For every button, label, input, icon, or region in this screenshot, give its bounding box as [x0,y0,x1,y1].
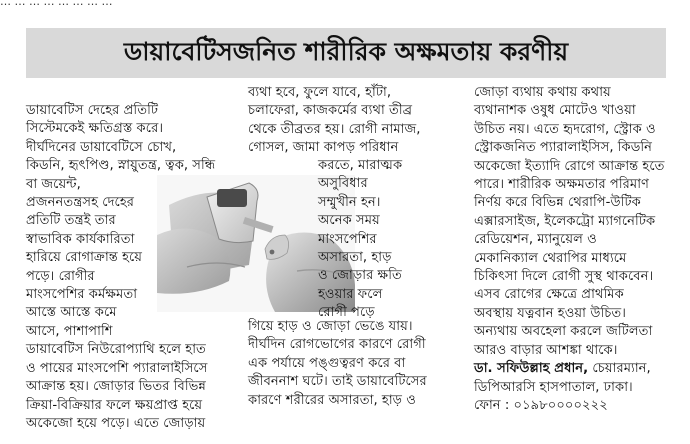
article-column-2-bottom [248,318,464,410]
text-line: অসারতা, হাড় [318,250,392,266]
text-line: এসব রোগের ক্ষেত্রে প্রাথমিক [474,287,624,303]
text-line: রেডিয়েশন, ম্যানুয়েল ও [474,232,597,248]
text-line: জোড়া ব্যথায় কথায় কথায় [474,85,611,100]
text-line: আক্রান্ত হয়। জোড়ার ভিতর বিভিন্ন [26,379,206,395]
text-line: হওয়ার ফলে [318,286,383,302]
article-column-2-wrap [318,157,468,323]
headline-banner [26,28,666,78]
text-line: নির্ণয় করে বিভিন্ন থেরাপি-উটিক [474,195,641,211]
text-line: গিয়ে হাড় ও জোড়া ভেঙে যায়। [248,319,413,334]
article-column-3 [474,84,688,415]
text-line: পড়ে। রোগীর [26,268,95,284]
text-line: মেকানিক্যাল থেরাপির মাধ্যমে [474,250,627,266]
text-line: হারিয়ে রোগাক্রান্ত হয়ে [26,250,143,266]
text-line: সম্মুখীন হন। [318,194,381,210]
text-line: বা জয়েন্ট, [26,176,81,192]
text-line: স্ট্রোকজনিত প্যারালাইসিস, কিডনি [474,140,653,156]
text-line: দীর্ঘদিন রোগভোগের কারণে রোগী [248,337,426,353]
text-line: কারণে শরীরের অসারতা, হাড় ও [248,392,416,408]
text-line: সিস্টেমকেই ক্ষতিগ্রস্ত করে। [26,121,164,137]
text-line: ডায়াবেটিস নিউরোপ্যাথি হলে হাত [26,342,206,358]
text-line: কিডনি, হৃৎপিণ্ড, স্নায়ুতন্ত্র, ত্বক, সন্ধি [26,158,216,174]
text-line: গোসল, জামা কাপড় পরিধান [248,140,399,156]
text-line: রোগী পড়ে [318,305,375,321]
text-line: অকেজো ইত্যাদি রোগে আক্রান্ত হতে [474,158,665,174]
text-line: থেকে তীব্রতর হয়। রোগী নামাজ, [248,121,421,137]
author-role: চেয়ারম্যান, [588,361,651,377]
text-line: অন্যথায় অবহেলা করলে জটিলতা [474,324,653,340]
text-line: পারে। শারীরিক অক্ষমতার পরিমাণ [474,177,650,193]
text-line: ও পায়ের মাংসপেশি প্যারালাইসিসে [26,360,208,376]
article-headline: ডায়াবেটিসজনিত শারীরিক অক্ষমতায় করণীয় [123,36,569,66]
text-line: চলাফেরা, কাজকর্মের ব্যথা তীব্র [248,103,413,119]
text-line: ব্যথা হবে, ফুলে যাবে, হাঁটা, [248,85,392,100]
author-name: ডা. সফিউল্লাহ প্রধান, [474,361,589,377]
text-line: করতে, মারাত্মক [318,158,403,173]
text-line: ব্যথানাশক ওষুধ মোটেও খাওয়া [474,103,636,119]
text-line: জীবননাশ ঘটে। তাই ডায়াবেটিসের [248,374,427,390]
text-line: দীর্ঘদিনের ডায়াবেটিসে চোখ, [26,139,177,155]
author-organization: ডিপিআরসি হাসপাতাল, ঢাকা। [474,379,633,395]
text-line: অবস্থায় যত্নবান হওয়া উচিত। [474,305,626,321]
text-line: মাংসপেশির কর্মক্ষমতা [26,287,138,303]
text-line: মাংসপেশির [318,231,377,247]
text-line: অনেক সময় [318,213,380,229]
text-line: এক্সারসাইজ, ইলেকট্রো ম্যাগনেটিক [474,213,656,229]
author-byline [474,360,688,378]
author-phone: ফোন : ০১৯৮০০০০২২২ [474,397,608,413]
article-column-2-top [248,84,464,158]
text-line: আরও বাড়ার আশঙ্কা থাকে। [474,342,618,358]
text-line: ও জোড়ার ক্ষতি [318,268,402,284]
text-line: ডায়াবেটিস দেহের প্রতিটি [26,103,159,118]
text-line: চিকিৎসা দিলে রোগী সুস্থ থাকবেন। [474,269,654,285]
text-line: প্রতিটি তন্ত্রই তার [26,213,116,229]
text-line: অসুবিধার [318,176,368,192]
text-line: এক পর্যায়ে পঙ্গুত্বরণ করে বা [248,355,406,371]
text-line: অকেজো হয়ে পড়ে। এতে জোড়ায় [26,415,206,431]
text-line: প্রজননতন্ত্রসহ দেহের [26,195,135,211]
text-line: আস্তে আস্তে কমে [26,305,117,321]
text-line: আসে, পাশাপাশি [26,323,113,339]
previous-article-strip: … … … … … … … … [0,0,113,8]
text-line: স্বাভাবিক কার্যকারিতা [26,231,135,247]
text-line: উচিত নয়। এতে হৃদরোগ, স্ট্রোক ও [474,121,656,137]
text-line: ক্রিয়া-বিক্রিয়ার ফলে ক্ষয়প্রাপ্ত হয়ে [26,397,203,413]
